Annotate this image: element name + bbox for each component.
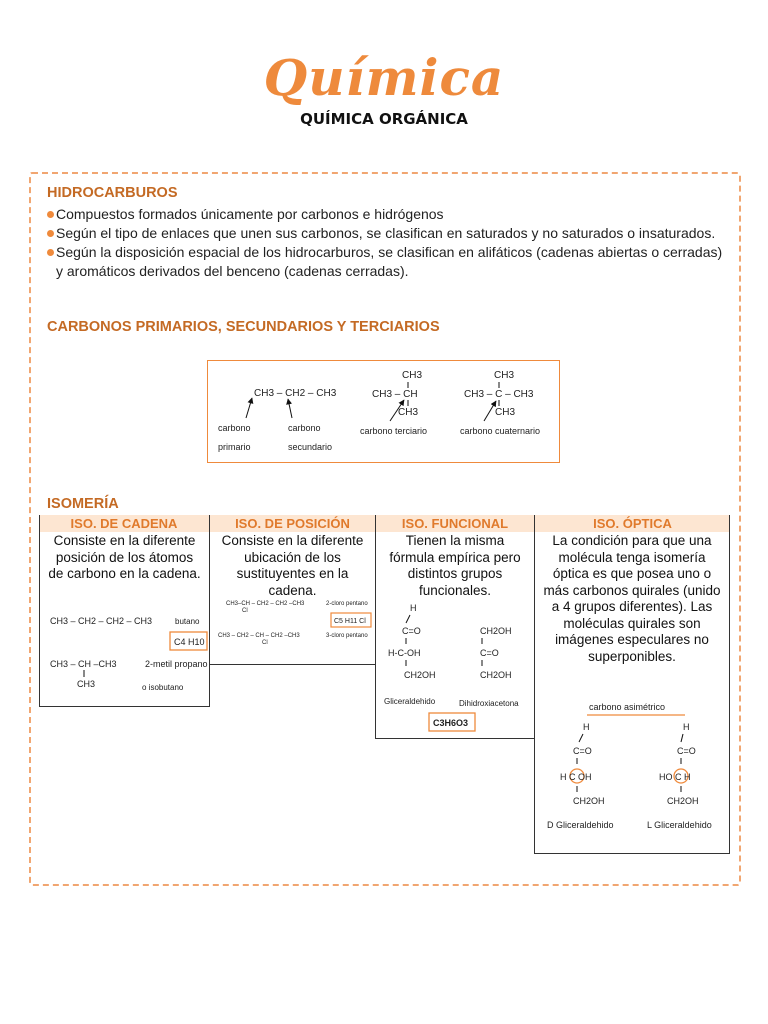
funcional-structures — [376, 602, 534, 737]
label-cuaternario: carbono cuaternario — [460, 426, 541, 436]
col-iso-optica — [534, 532, 730, 854]
heading-carbonos: CARBONOS PRIMARIOS, SECUNDARIOS Y TERCIARIOS — [47, 319, 440, 335]
optica-l-mid: HO C H — [659, 772, 691, 782]
ter-top: CH3 — [402, 370, 423, 381]
col-sep-1 — [209, 515, 210, 532]
optica-d-co: C=O — [573, 746, 592, 756]
table-left-edge — [39, 515, 40, 532]
text-iso-funcional: Tienen la misma fórmula empírica pero distintos grupos funcionales. — [389, 533, 521, 598]
funcional-l3: H-C-OH — [388, 648, 421, 658]
label-primario-2: primario — [218, 442, 251, 452]
bullet-3: Según la disposición espacial de los hidrocarburos, se clasifican en alifáticos (cadenas abiertas o cerradas) y aromáticos derivados del benceno (cadenas cerradas). — [47, 243, 727, 281]
col-iso-cadena — [39, 532, 210, 707]
cadena-chain2: CH3 – CH –CH3 — [50, 659, 117, 669]
funcional-formula: C3H6O3 — [433, 718, 469, 728]
heading-isomeria: ISOMERÍA — [47, 496, 119, 512]
header-iso-cadena: ISO. DE CADENA — [39, 515, 209, 532]
cua-bot: CH3 — [495, 407, 516, 418]
text-iso-optica: La condición para que una molécula tenga isomería óptica es que posea uno o más carbonos quirales (unido a 4 grupos diferentes). Las moléculas quirales son imágenes especulares no superponibles. — [543, 533, 721, 664]
page-title: Química — [263, 48, 505, 107]
hidrocarburos-list — [47, 205, 727, 281]
cadena-name3: o isobutano — [142, 683, 184, 692]
text-iso-cadena: Consiste en la diferente posición de los átomos de carbono en la cadena. — [48, 533, 201, 581]
col-sep-2 — [375, 515, 376, 532]
posicion-structures — [210, 597, 375, 657]
page-subtitle: QUÍMICA ORGÁNICA — [300, 110, 468, 128]
carbon-types-diagram — [207, 360, 560, 463]
header-iso-funcional: ISO. FUNCIONAL — [376, 515, 534, 532]
cadena-chain1: CH3 – CH2 – CH2 – CH3 — [50, 616, 153, 626]
text-iso-posicion: Consiste en la diferente ubicación de los sustituyentes en la cadena. — [221, 533, 364, 598]
optica-l-co: C=O — [677, 746, 696, 756]
funcional-r1: CH2OH — [480, 626, 512, 636]
funcional-name-right: Dihidroxiacetona — [459, 699, 519, 708]
table-right-edge — [729, 515, 730, 532]
ter-bot: CH3 — [398, 407, 419, 418]
cadena-structures — [40, 607, 209, 707]
posicion-sub2: Cl — [262, 640, 268, 646]
cadena-name2: 2-metil propano — [145, 659, 208, 669]
posicion-sub1: Cl — [242, 608, 248, 614]
optica-structures — [535, 700, 729, 850]
label-secundario-2: secundario — [288, 442, 333, 452]
cua-mid: CH3 – C – CH3 — [464, 389, 534, 400]
funcional-l1: H — [410, 603, 417, 613]
label-secundario-1: carbono — [288, 423, 321, 433]
optica-d-h: H — [583, 722, 590, 732]
col-iso-posicion — [209, 532, 376, 665]
funcional-r2: C=O — [480, 648, 499, 658]
label-terciario: carbono terciario — [360, 426, 428, 436]
posicion-chain2: CH3 – CH2 – CH – CH2 –CH3 — [218, 633, 300, 639]
chain-propane: CH3 – CH2 – CH3 — [254, 388, 337, 399]
header-iso-optica: ISO. ÓPTICA — [535, 515, 730, 532]
funcional-l4: CH2OH — [404, 670, 436, 680]
cua-top: CH3 — [494, 370, 515, 381]
funcional-r3: CH2OH — [480, 670, 512, 680]
ter-mid: CH3 – CH — [372, 389, 418, 400]
arrow-secundario — [288, 399, 292, 418]
cadena-formula: C4 H10 — [174, 637, 205, 647]
optica-asym-label: carbono asimétrico — [589, 702, 666, 712]
col-iso-funcional — [375, 532, 535, 739]
posicion-name2: 3-cloro pentano — [326, 633, 368, 639]
optica-l-ch2oh: CH2OH — [667, 796, 699, 806]
funcional-l2: C=O — [402, 626, 421, 636]
optica-d-mid: H C OH — [560, 772, 592, 782]
carbon-types-svg — [208, 361, 559, 462]
optica-l-h: H — [683, 722, 690, 732]
isomeria-table — [39, 515, 730, 865]
arrow-primario — [246, 398, 252, 418]
col-sep-3 — [534, 515, 535, 532]
optica-name-l: L Gliceraldehido — [647, 820, 712, 830]
bullet-2: Según el tipo de enlaces que unen sus carbonos, se clasifican en saturados y no saturados o insaturados. — [47, 224, 727, 243]
posicion-formula: C5 H11 Cl — [334, 618, 366, 625]
optica-d-ch2oh: CH2OH — [573, 796, 605, 806]
optica-name-d: D Gliceraldehido — [547, 820, 614, 830]
posicion-chain1: CH3–CH – CH2 – CH2 –CH3 — [226, 601, 305, 607]
bullet-1: Compuestos formados únicamente por carbonos e hidrógenos — [47, 205, 727, 224]
heading-hidrocarburos: HIDROCARBUROS — [47, 185, 178, 201]
cadena-name1: butano — [175, 617, 200, 626]
cadena-branch: CH3 — [77, 679, 96, 689]
header-iso-posicion: ISO. DE POSICIÓN — [210, 515, 375, 532]
funcional-name-left: Gliceraldehido — [384, 697, 436, 706]
posicion-name1: 2-cloro pentano — [326, 601, 368, 607]
label-primario-1: carbono — [218, 423, 251, 433]
